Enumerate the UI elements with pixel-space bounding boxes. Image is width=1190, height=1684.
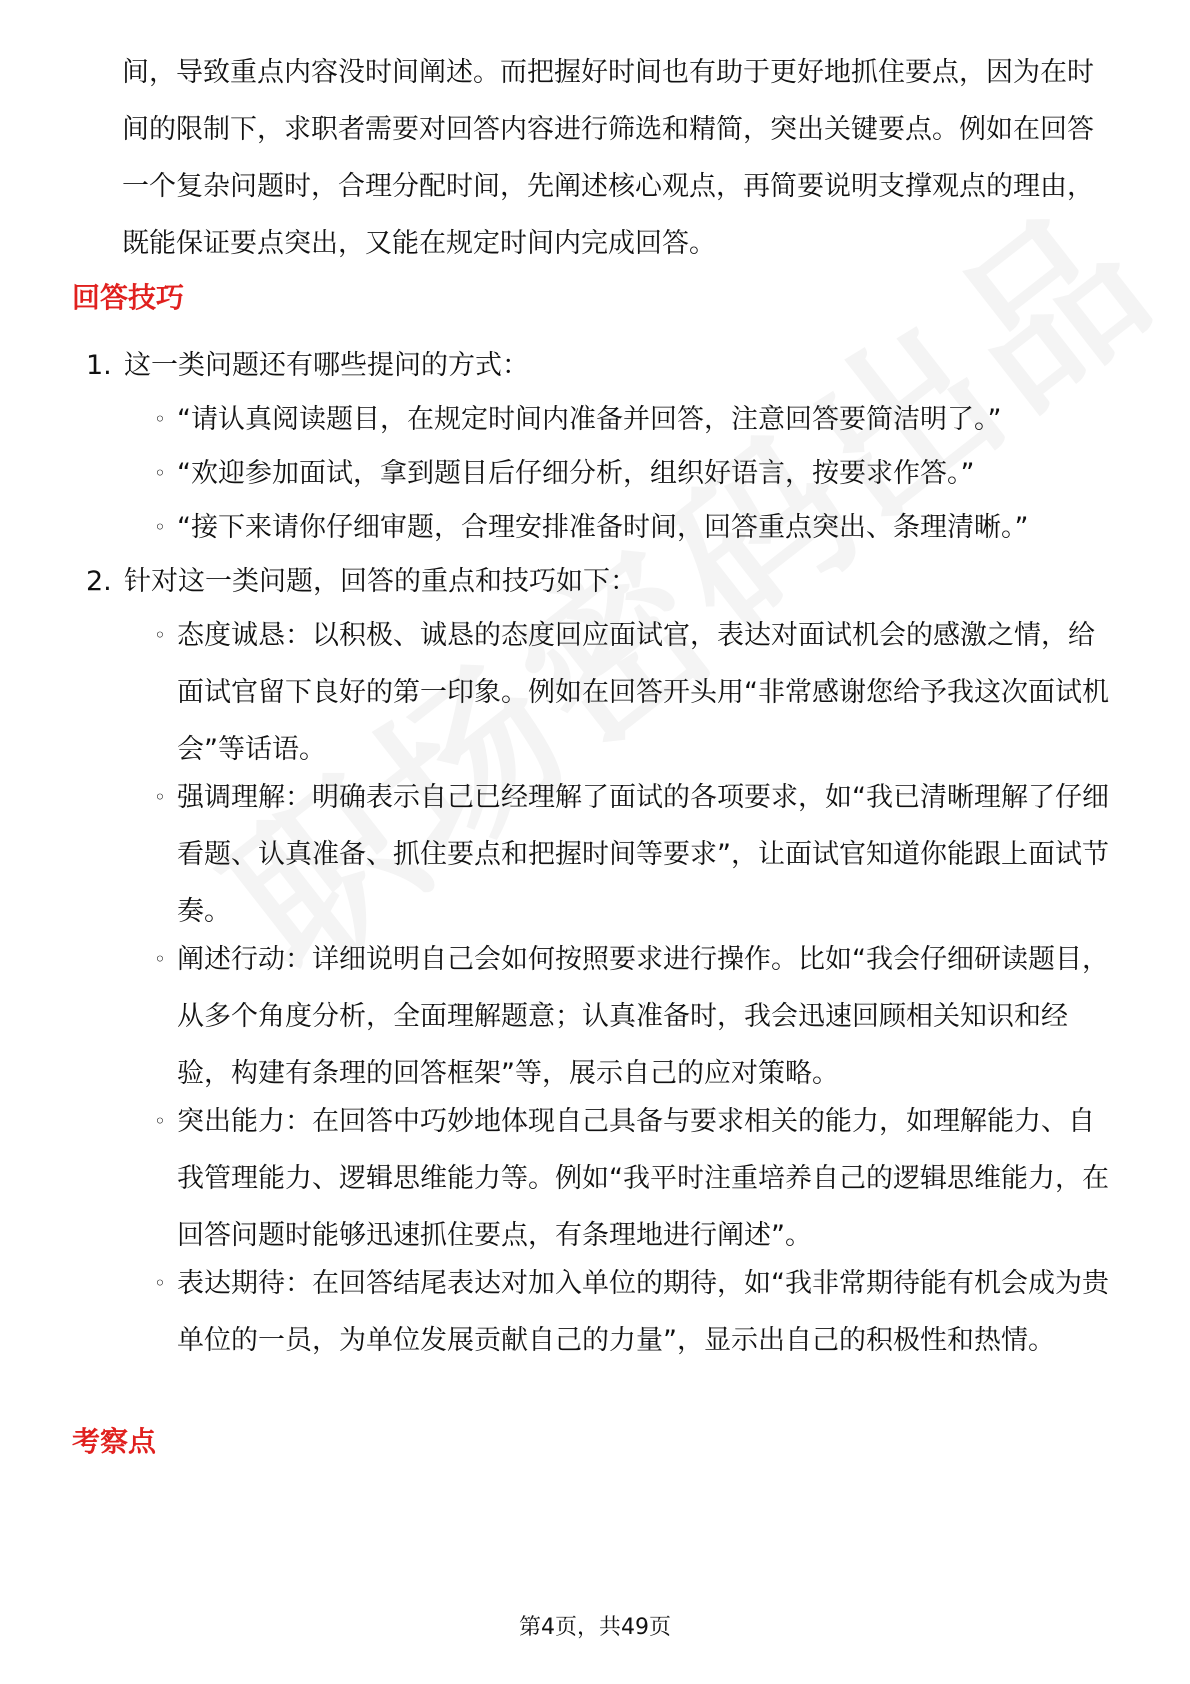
section-heading-tips: 回答技巧 (72, 281, 185, 314)
sub-item: 态度诚恳：以积极、诚恳的态度回应面试官，表达对面试机会的感激之情，给面试官留下良好的第一印象。例如在回答开头用“非常感谢您给予我这次面试机会”等话语。 (177, 620, 1109, 765)
sub-item: “请认真阅读题目，在规定时间内准备并回答，注意回答要简洁明了。” (177, 404, 1002, 435)
list-number: 1. (86, 350, 112, 381)
bullet-icon: ◦ (154, 623, 166, 647)
sub-item: 突出能力：在回答中巧妙地体现自己具备与要求相关的能力，如理解能力、自我管理能力、逻辑思维能力等。例如“我平时注重培养自己的逻辑思维能力，在回答问题时能够迅速抓住要点，有条理地进行阐述”。 (177, 1106, 1109, 1251)
page-number: 第4页，共49页 (519, 1615, 671, 1640)
bullet-icon: ◦ (154, 461, 166, 485)
sub-item: “接下来请你仔细审题，合理安排准备时间，回答重点突出、条理清晰。” (177, 512, 1029, 543)
bullet-icon: ◦ (154, 947, 166, 971)
list-item-text: 针对这一类问题，回答的重点和技巧如下： (124, 566, 637, 597)
sub-item: 表达期待：在回答结尾表达对加入单位的期待，如“我非常期待能有机会成为贵单位的一员，为单位发展贡献自己的力量”，显示出自己的积极性和热情。 (177, 1268, 1109, 1356)
bullet-icon: ◦ (154, 1109, 166, 1133)
list-item-text: 这一类问题还有哪些提问的方式： (124, 350, 529, 381)
sub-item: 阐述行动：详细说明自己会如何按照要求进行操作。比如“我会仔细研读题目，从多个角度分析，全面理解题意；认真准备时，我会迅速回顾相关知识和经验，构建有条理的回答框架”等，展示自己的应对策略。 (177, 944, 1109, 1089)
bullet-icon: ◦ (154, 407, 166, 431)
sub-item: 强调理解：明确表示自己已经理解了面试的各项要求，如“我已清晰理解了仔细看题、认真准备、抓住要点和把握时间等要求”，让面试官知道你能跟上面试节奏。 (177, 782, 1109, 927)
section-heading-points: 考察点 (72, 1425, 157, 1458)
list-number: 2. (86, 566, 112, 597)
bullet-icon: ◦ (154, 785, 166, 809)
bullet-icon: ◦ (154, 515, 166, 539)
bullet-icon: ◦ (154, 1271, 166, 1295)
intro-paragraph: 间，导致重点内容没时间阐述。而把握好时间也有助于更好地抓住要点，因为在时间的限制下，求职者需要对回答内容进行筛选和精简，突出关键要点。例如在回答一个复杂问题时，合理分配时间，先阐述核心观点，再简要说明支撑观点的理由，既能保证要点突出，又能在规定时间内完成回答。 (122, 57, 1094, 259)
sub-item: “欢迎参加面试，拿到题目后仔细分析，组织好语言，按要求作答。” (177, 458, 975, 489)
